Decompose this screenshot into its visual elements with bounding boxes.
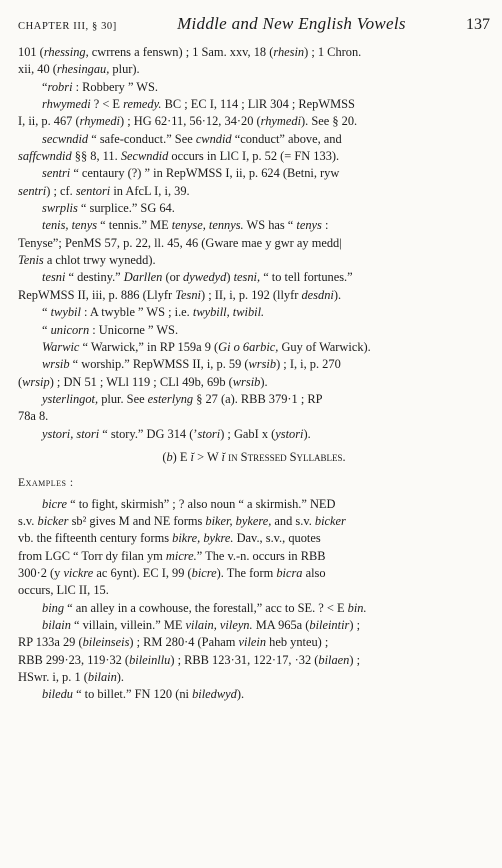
line: RP 133a 29 (bileinseis) ; RM 280·4 (Paham vilein heb ynteu) ;: [18, 635, 329, 650]
page-number: 137: [465, 16, 490, 33]
line: secwndid “ safe-conduct.” See cwndid “conduct” above, and: [42, 131, 342, 146]
entry-swrplis: swrplis “ surplice.” SG 64.: [42, 201, 175, 216]
line: saffcwndid §§ 8, 11. Secwndid occurs in LlC I, p. 52 (= FN 133).: [18, 149, 340, 164]
entry-ystori: ystori, stori “ story.” DG 314 (’stori) ; GabI x (ystori).: [42, 426, 311, 441]
entry-ysterlingot: [18, 391, 490, 426]
line: rhwymedi ? < E remedy. BC ; EC I, 114 ; LlR 304 ; RepWMSS: [42, 97, 355, 112]
examples-label: Examples :: [18, 476, 74, 490]
entry-bicre: [18, 496, 490, 600]
line: HSwr. i, p. 1 (bilain).: [18, 670, 125, 685]
line: sentri) ; cf. sentori in AfcL I, i, 39.: [18, 183, 190, 198]
running-header: [18, 14, 490, 44]
entry-twybil: “ twybil : A twyble ” WS ; i.e. twybill, twibil.: [42, 305, 265, 320]
entry-continuation: [18, 44, 490, 79]
entry-warwic: Warwic “ Warwick,” in RP 159a 9 (Gi o 6arbic, Guy of Warwick).: [42, 339, 371, 354]
line: tesni “ destiny.” Darllen (or dywedyd) tesni, “ to tell fortunes.”: [42, 270, 353, 285]
entry-wrsib: [18, 356, 490, 391]
entry-rhwymedi: [18, 96, 490, 131]
line: from LGC “ Torr dy filan ym micre.” The v.-n. occurs in RBB: [18, 548, 326, 563]
entry-bing: bing “ an alley in a cowhouse, the forestall,” acc to SE. ? < E bin.: [42, 600, 367, 615]
line: vb. the fifteenth century forms bikre, bykre. Dav., s.v., quotes: [18, 531, 321, 546]
line: wrsib “ worship.” RepWMSS II, i, p. 59 (wrsib) ; I, i, p. 270: [42, 357, 341, 372]
line: sentri “ centaury (?) ” in RepWMSS I, ii, p. 624 (Betni, ryw: [42, 166, 340, 181]
entry-tesni: [18, 269, 490, 304]
line: bilain “ villain, villein.” ME vilain, vileyn. MA 965a (bileintir) ;: [42, 618, 361, 632]
line: s.v. bicker sb² gives M and NE forms biker, bykere, and s.v. bicker: [18, 513, 346, 528]
line: Tenyse”; PenMS 57, p. 22, ll. 45, 46 (Gware mae y gwr ay medd|: [18, 235, 342, 250]
entry-unicorn: “ unicorn : Unicorne ” WS.: [42, 322, 179, 337]
running-title: Middle and New English Vowels: [177, 14, 406, 33]
line: RBB 299·23, 119·32 (bileinllu) ; RBB 123·31, 122·17, ·32 (bilaen) ;: [18, 652, 361, 667]
line: RepWMSS II, iii, p. 886 (Llyfr Tesni) ; II, i, p. 192 (llyfr desdni).: [18, 287, 342, 302]
line: tenis, tenys “ tennis.” ME tenyse, tennys. WS has “ tenys :: [42, 218, 329, 233]
section-heading: (b) E ĭ > W ĭ in Stressed Syllables.: [162, 449, 346, 464]
line: occurs, LlC II, 15.: [18, 583, 109, 598]
line: bicre “ to fight, skirmish” ; ? also noun “ a skirmish.” NED: [42, 496, 336, 511]
line: I, ii, p. 467 (rhymedi) ; HG 62·11, 56·12, 34·20 (rhymedi). See § 20.: [18, 114, 358, 129]
entry-bilain: [18, 617, 490, 686]
entry-biledu: biledu “ to billet.” FN 120 (ni biledwyd).: [42, 687, 245, 702]
chapter-reference: CHAPTER III, § 30]: [18, 21, 117, 32]
text-body: [18, 44, 490, 704]
entry-robri: “robri : Robbery ” WS.: [42, 79, 158, 94]
line: 300·2 (y vickre ac 6ynt). EC I, 99 (bicre). The form bicra also: [18, 565, 326, 580]
entry-secwndid: [18, 131, 490, 166]
line: ysterlingot, plur. See esterlyng § 27 (a). RBB 379·1 ; RP: [42, 391, 323, 406]
line: 78a 8.: [18, 409, 49, 424]
entry-tenis: [18, 217, 490, 269]
line: Tenis a chlot trwy wynedd).: [18, 253, 156, 268]
line: 101 (rhessing, cwrrens a fenswn) ; 1 Sam. xxv, 18 (rhesin) ; 1 Chron.: [18, 45, 362, 59]
line: xii, 40 (rhesingau, plur).: [18, 62, 140, 77]
line: (wrsip) ; DN 51 ; WLl 119 ; CLl 49b, 69b (wrsib).: [18, 374, 268, 389]
entry-sentri: [18, 165, 490, 200]
